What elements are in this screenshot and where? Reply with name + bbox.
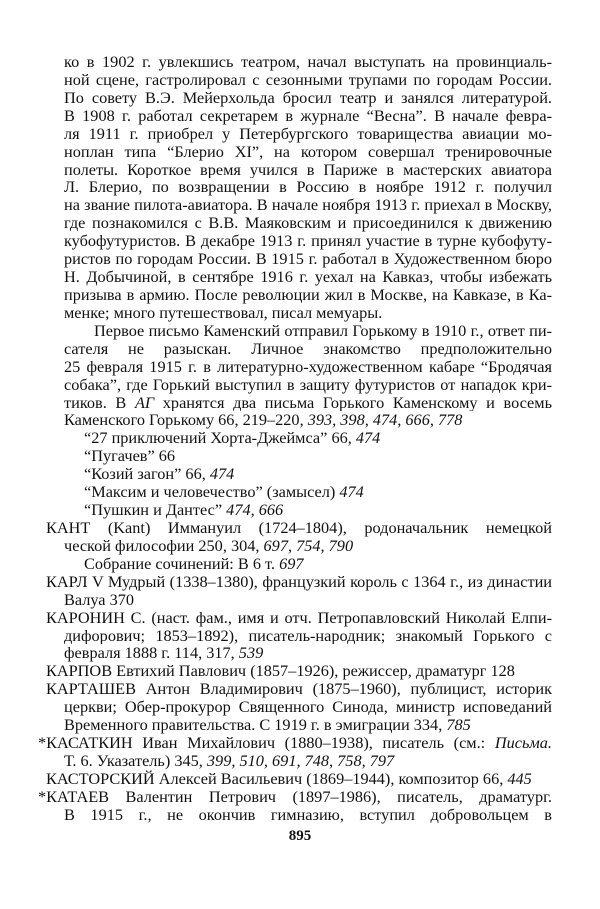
line-text (64, 268, 552, 286)
line-text (64, 89, 552, 107)
text-segment: церкви; Обер-прокурор Священного Синода, министр исповеданий (64, 698, 552, 717)
page-reference-italic: 785 (446, 716, 471, 735)
line-text (84, 447, 552, 465)
page-reference-italic: 474 (209, 465, 235, 484)
line-text (84, 501, 552, 519)
text-line (0, 411, 600, 429)
text-segment: ческой философии 250, 304, (64, 536, 264, 555)
index-entry-line (0, 734, 600, 752)
text-line (0, 698, 600, 716)
text-segment: По совету В.Э. Мейерхольда бросил театр и занялся литературой. (64, 88, 552, 107)
line-text (64, 178, 552, 196)
line-text (64, 214, 552, 232)
index-entry-line (0, 573, 600, 591)
line-text (46, 680, 552, 698)
text-line (0, 286, 600, 304)
index-entry-line (0, 770, 600, 788)
page-number: 895 (288, 828, 312, 844)
text-segment: собака”, где Горький выступил в защиту футуристов от нападок кри- (64, 375, 552, 394)
text-line (0, 358, 600, 376)
text-segment: “Пугачев” 66 (84, 447, 176, 466)
text-line (0, 806, 600, 824)
text-line (0, 537, 600, 555)
text-segment: “Пушкин и Дантес” (84, 501, 227, 519)
text-segment: тиков. В (64, 393, 135, 412)
text-line (0, 322, 600, 340)
line-text (64, 716, 552, 734)
text-segment: “Козий загон” 66, (84, 465, 210, 484)
page-reference-italic: АГ (134, 393, 155, 412)
text-line (0, 232, 600, 250)
text-segment: Л. Блерио, по возвращении в Россию в ноябре 1912 г. получил (64, 178, 552, 197)
line-text (64, 107, 552, 125)
line-text (84, 483, 552, 501)
text-line (0, 268, 600, 286)
text-segment: менке; много путешествовал, писал мемуары. (64, 303, 383, 322)
line-text (38, 734, 552, 752)
text-segment: “27 приключений Хорта-Джеймса” 66, (84, 429, 356, 448)
line-text (64, 125, 552, 143)
line-text (38, 788, 552, 806)
text-segment: на звание пилота-авиатора. В начале ноября 1913 г. приехал в Москву, (64, 196, 552, 215)
index-subentry-line (0, 447, 600, 465)
text-line (0, 143, 600, 161)
text-segment: КАРПОВ Евтихий Павлович (1857–1926), режиссер, драматург 128 (46, 662, 515, 681)
text-segment: полеты. Короткое время учился в Париже в мастерских авиатора (64, 160, 552, 179)
text-line (0, 394, 600, 412)
text-segment: КАРТАШЕВ Антон Владимирович (1875–1960), публицист, историк (46, 680, 552, 699)
text-line (0, 304, 600, 322)
page-reference-italic: 393, 398, 474, 666, 778 (307, 411, 463, 430)
line-text (64, 358, 552, 376)
line-text (64, 161, 552, 179)
text-segment: где познакомился с В.В. Маяковским и присоединился к движению (64, 214, 552, 233)
text-line (0, 53, 600, 71)
text-line (0, 376, 600, 394)
index-entry-line (0, 680, 600, 698)
line-text (94, 322, 552, 340)
line-text (64, 304, 552, 322)
text-segment: Первое письмо Каменский отправил Горькому в 1910 г., ответ пи- (94, 321, 552, 340)
page-reference-italic: 474, 666 (226, 501, 284, 519)
text-segment: КАСТОРСКИЙ Алексей Васильевич (1869–1944), композитор 66, (46, 769, 508, 788)
line-text (46, 662, 552, 680)
text-line (0, 627, 600, 645)
page-reference-italic: 539 (238, 644, 264, 663)
line-text (64, 806, 552, 824)
line-text (46, 519, 552, 537)
index-entry-line (0, 519, 600, 537)
index-page-body (0, 53, 600, 824)
text-line (0, 752, 600, 770)
text-line (0, 214, 600, 232)
line-text (84, 465, 552, 483)
index-subentry-line (0, 501, 600, 519)
index-entry-line (0, 788, 600, 806)
text-line (0, 161, 600, 179)
line-text (64, 196, 552, 214)
line-text (64, 627, 552, 645)
text-segment: февраля 1888 г. 114, 317, (64, 644, 239, 663)
page-reference-italic: 399, 510, 691, 748, 758, 797 (206, 751, 395, 770)
line-text (64, 143, 552, 161)
text-line (0, 591, 600, 609)
text-line (0, 107, 600, 125)
text-segment: Н. Добычиной, в сентябре 1916 г. уехал на Кавказ, чтобы избежать (64, 268, 552, 286)
text-segment: сателя не разыскан. Личное знакомство предположительно (64, 339, 552, 358)
text-segment: Валуа 370 (64, 590, 134, 609)
text-segment: призыва в армию. После революции жил в Москве, на Кавказе, в Ка- (64, 285, 552, 304)
text-segment: хранятся два письма Горького Каменскому и восемь (162, 393, 552, 412)
page-reference-italic: Письма. (494, 734, 552, 752)
text-line (0, 89, 600, 107)
page-reference-italic: 697 (279, 554, 304, 573)
line-text (64, 376, 552, 394)
line-text (64, 394, 552, 412)
text-segment: КАНТ (Kant) Иммануил (1724–1804), родоначальник немецкой (46, 518, 552, 537)
line-text (64, 698, 552, 716)
line-text (64, 591, 552, 609)
page-reference-italic: 697, 754, 790 (263, 536, 354, 555)
text-segment: дифорович; 1853–1892), писатель-народник; знакомый Горького с (64, 626, 552, 645)
text-segment: КАРЛ V Мудрый (1338–1380), французкий король с 1364 г., из династии (46, 572, 552, 591)
line-text (64, 537, 552, 555)
text-segment: Временного правительства. С 1919 г. в эмиграции 334, (64, 716, 447, 735)
text-line (0, 340, 600, 358)
text-line (0, 71, 600, 89)
page-reference-italic: 474 (339, 483, 364, 502)
text-segment: 25 февраля 1915 г. в литературно-художественном кабаре “Бродячая (64, 357, 552, 376)
line-text (64, 232, 552, 250)
text-segment: Т. 6. Указатель) 345, (64, 751, 207, 770)
line-text (84, 429, 552, 447)
page-reference-italic: 474 (355, 429, 381, 448)
text-segment: В 1908 г. работал секретарем в журнале “Весна”. В начале февра- (64, 106, 552, 125)
text-segment: В 1915 г., не окончив гимназию, вступил добровольцем в (64, 805, 552, 824)
text-line (0, 250, 600, 268)
text-segment: ристов по городам России. В 1915 г. работал в Художественном бюро (64, 250, 552, 269)
line-text (46, 770, 552, 788)
text-line (0, 125, 600, 143)
text-segment: ноплан типа “Блерио XI”, на котором совершал тренировочные (64, 142, 552, 161)
text-segment: ной сцене, гастролировал с сезонными трупами по городам России. (64, 70, 552, 89)
page-reference-italic: 445 (507, 769, 532, 788)
line-text (64, 644, 552, 662)
text-segment: КАРОНИН С. (наст. фам., имя и отч. Петропавловский Николай Елпи- (46, 608, 552, 627)
text-segment: Каменского Горькому 66, 219–220, (64, 411, 308, 430)
line-text (64, 71, 552, 89)
index-subentry-line (0, 465, 600, 483)
line-text (64, 250, 552, 268)
line-text (84, 555, 552, 573)
line-text (46, 573, 552, 591)
index-subentry-line (0, 429, 600, 447)
text-segment: *КАТАЕВ Валентин Петрович (1897–1986), писатель, драматург. (38, 787, 552, 806)
text-segment: *КАСАТКИН Иван Михайлович (1880–1938), писатель (см.: (38, 734, 495, 752)
line-text (64, 752, 552, 770)
line-text (64, 286, 552, 304)
text-line (0, 716, 600, 734)
text-segment: ля 1911 г. приобрел у Петербургского товарищества авиации мо- (64, 124, 552, 143)
index-entry-line (0, 662, 600, 680)
text-line (0, 196, 600, 214)
line-text (64, 340, 552, 358)
text-segment: кубофутуристов. В декабре 1913 г. принял участие в турне кубофуту- (64, 232, 552, 251)
index-subentry-line (0, 555, 600, 573)
line-text (64, 411, 552, 429)
text-segment: “Максим и человечество” (замысел) (84, 483, 340, 502)
text-segment: ко в 1902 г. увлекшись театром, начал выступать на провинциаль- (64, 53, 552, 71)
text-line (0, 644, 600, 662)
line-text (46, 609, 552, 627)
index-entry-line (0, 609, 600, 627)
line-text (64, 53, 552, 71)
text-line (0, 178, 600, 196)
text-segment: Собрание сочинений: В 6 т. (84, 554, 280, 573)
index-subentry-line (0, 483, 600, 501)
